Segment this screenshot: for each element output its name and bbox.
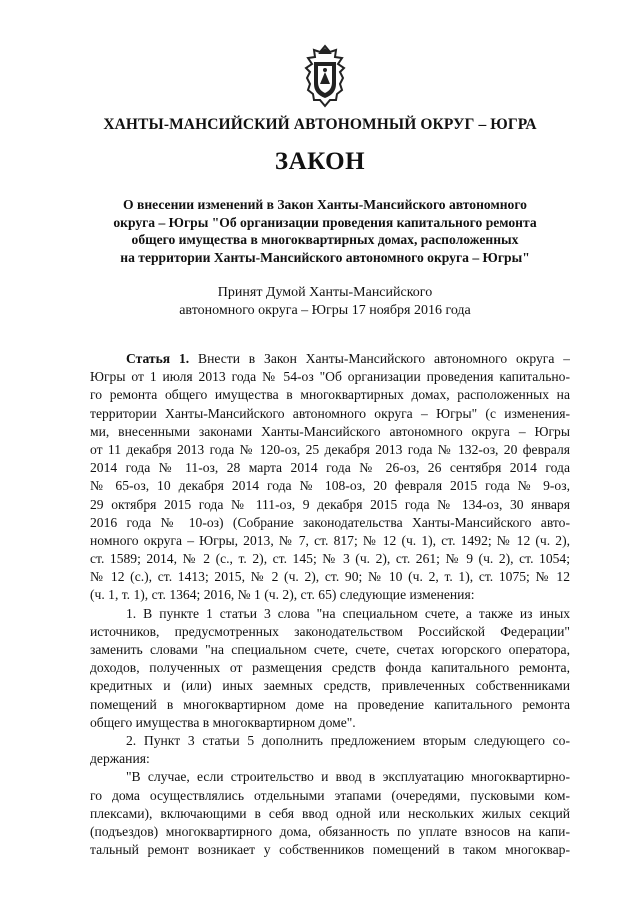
body-line: держания: — [90, 751, 150, 767]
body-line: кредитных и (или) иных заемных средств, привлеченных собственниками — [90, 678, 570, 694]
body-line: 2016 года № 10-оз) (Собрание законодательства Ханты-Мансийского авто- — [90, 514, 570, 530]
document-type-title: ЗАКОН — [274, 148, 366, 175]
subject-line: округа – Югры "Об организации проведения капитального ремонта — [113, 214, 537, 230]
body-line: го дома осуществлялись отдельными этапами (очередями, пусковыми ком- — [90, 787, 570, 803]
body-line: общего имущества в многоквартирном доме". — [90, 714, 356, 730]
adoption-note — [120, 284, 530, 319]
body-line: ми, внесенными законами Ханты-Мансийского автономного округа – Югры — [90, 423, 570, 439]
body-line: доходов, полученных от размещения средств фонда капитального ремонта, — [90, 660, 570, 676]
body-line: 2014 года № 11-оз, 28 марта 2014 года № 26-оз, 26 сентября 2014 года — [90, 460, 570, 476]
body-line: (подъездов) многоквартирного дома, обязанность по уплате взносов на капи- — [90, 823, 570, 839]
article-first-line — [90, 350, 570, 368]
subject-line: О внесении изменений в Закон Ханты-Мансийского автономного — [123, 197, 527, 212]
body-line: ст. 1589; 2014, № 2 (с., т. 2), ст. 145; № 3 (ч. 2), ст. 261; № 9 (ч. 2), ст. 1054; — [90, 551, 570, 567]
body-line: тальный ремонт возникает у собственников помещений в таком многоквар- — [90, 842, 570, 858]
subject-line: общего имущества в многоквартирных домах, расположенных — [131, 232, 519, 247]
body-line: (ч. 1, т. 1), ст. 1364; 2016, № 1 (ч. 2), ст. 65) следующие изменения: — [90, 587, 475, 603]
body-line: территории Ханты-Мансийского автономного округа – Югры" (с изменения- — [90, 405, 570, 421]
article-first-text: Внести в Закон Ханты-Мансийского автономного округа – — [198, 351, 570, 366]
body-line: 29 октября 2015 года № 111-оз, 9 декабря 2015 года № 134-оз, 30 января — [90, 496, 570, 512]
body-line: Югры от 1 июля 2013 года № 54-оз "Об организации проведения капитально- — [90, 369, 570, 385]
body-line: № 12 (с.), ст. 1413; 2015, № 2 (ч. 2), ст. 90; № 10 (ч. 2, т. 1), ст. 1075; № 12 — [90, 569, 570, 585]
adoption-line: Принят Думой Ханты-Мансийского — [217, 285, 433, 300]
body-line: го ремонта общего имущества в многоквартирных домах, расположенных на — [90, 387, 570, 403]
body-line: помещений в многоквартирном доме на проведение капитального ремонта — [90, 696, 570, 712]
adoption-line: автономного округа – Югры 17 ноября 2016 года — [179, 302, 471, 318]
law-subject-title — [90, 196, 560, 266]
article-label: Статья 1. — [126, 351, 190, 366]
body-line: номного округа – Югры, 2013, № 7, ст. 817; № 12 (ч. 1), ст. 1492; № 12 (ч. 2), — [90, 532, 570, 548]
law-body — [90, 350, 570, 859]
subject-line: на территории Ханты-Мансийского автономного округа – Югры" — [120, 249, 530, 265]
body-line: источников, предусмотренных законодательством Российской Федерации" — [90, 623, 570, 639]
item-2-first-line: 2. Пункт 3 статьи 5 дополнить предложением вторым следующего со- — [126, 732, 570, 748]
quote-first-line: "В случае, если строительство и ввод в эксплуатацию многоквартирно- — [126, 769, 570, 785]
body-line: от 11 декабря 2013 года № 120-оз, 25 декабря 2013 года № 132-оз, 20 февраля — [90, 441, 570, 457]
item-1-first-line: 1. В пункте 1 статьи 3 слова "на специальном счете, а также из иных — [126, 605, 570, 621]
coat-of-arms-icon — [300, 44, 350, 108]
body-line: заменить словами "на специальном счете, счете, счетах югорского оператора, — [90, 642, 570, 657]
body-line: плексами), включающими в себя ввод одной или нескольких жилых секций — [90, 805, 570, 821]
body-line: № 65-оз, 10 декабря 2014 года № 108-оз, 20 февраля 2015 года № 9-оз, — [90, 478, 570, 494]
region-title: ХАНТЫ-МАНСИЙСКИЙ АВТОНОМНЫЙ ОКРУГ – ЮГРА — [103, 116, 537, 133]
